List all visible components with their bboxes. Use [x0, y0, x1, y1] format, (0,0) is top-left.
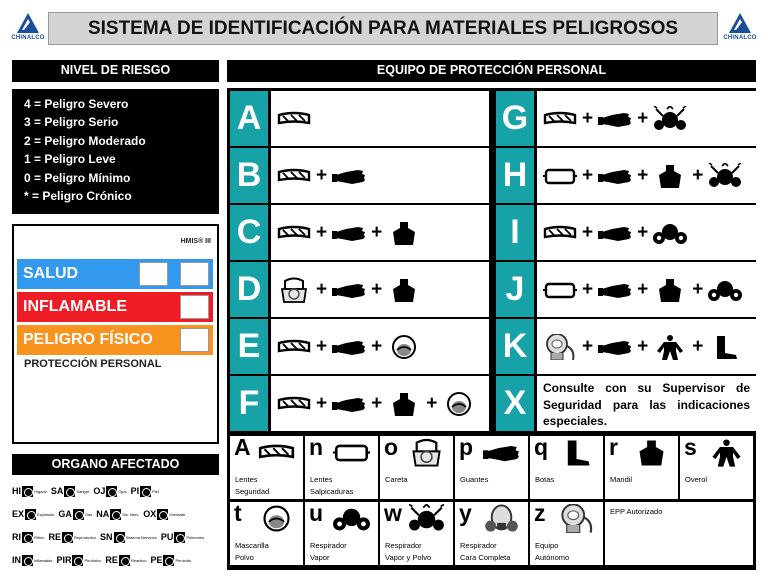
legend-label	[535, 474, 554, 486]
plus-sign: +	[637, 221, 649, 243]
organ-item	[105, 555, 146, 566]
hmis-flammable-row	[17, 292, 213, 322]
plus-sign: +	[582, 107, 594, 129]
goggles-icon	[277, 106, 311, 132]
glove-icon	[598, 163, 632, 189]
splash-goggles-icon	[543, 163, 577, 189]
legend-label	[310, 540, 347, 564]
organ-desc: Pirofórico	[84, 557, 102, 563]
organ-row	[12, 480, 219, 502]
organ-desc: Sangre	[76, 488, 90, 494]
glove-icon	[598, 106, 632, 132]
ppe-code-letter: H	[496, 148, 534, 203]
hmis-physical-label: PELIGRO FÍSICO	[23, 331, 153, 348]
oxidizer-icon	[157, 509, 168, 520]
organ-desc: Peróxido	[175, 557, 192, 563]
organ-code: PE	[150, 555, 163, 565]
hmis-physical-row	[17, 325, 213, 355]
organ-code: EX	[12, 509, 25, 519]
organ-code: OX	[143, 509, 157, 519]
risk-level-item: 4 = Peligro Severo	[24, 97, 129, 111]
nervous-system-icon	[114, 532, 125, 543]
legend-label-line: Cara Completa	[460, 553, 511, 562]
ppe-code-letter: C	[230, 205, 268, 260]
legend-label	[385, 474, 408, 486]
risk-level-item: 2 = Peligro Moderado	[24, 133, 146, 148]
vapor-respirator-icon	[333, 504, 370, 538]
apron-icon	[387, 277, 421, 303]
reproductive-icon	[62, 532, 73, 543]
organ-code: OJ	[93, 486, 106, 496]
flame-icon	[22, 555, 33, 566]
legend-label-line: EPP Autorizado	[610, 507, 663, 516]
reactive-icon	[119, 555, 130, 566]
logo-mark-icon	[16, 12, 40, 34]
ppe-code-cell-c	[271, 205, 489, 260]
full-suit-icon	[653, 334, 687, 360]
organ-item	[56, 555, 101, 566]
organ-code: PI	[130, 486, 140, 496]
legend-label	[460, 474, 488, 486]
ppe-code-cell-a	[271, 91, 489, 146]
risk-level-item: 0 = Peligro Mínimo	[24, 170, 131, 185]
organ-row	[12, 503, 219, 525]
organ-code: NA	[96, 509, 110, 519]
ppe-code-cell-x	[537, 376, 756, 431]
legend-item-z	[530, 502, 603, 565]
organ-item	[48, 532, 96, 543]
plus-sign: +	[637, 278, 649, 300]
plus-sign: +	[371, 221, 383, 243]
air-hood-icon	[543, 334, 577, 360]
apron-icon	[387, 220, 421, 246]
hmis-flammable-value-box	[180, 295, 209, 319]
company-logo-right	[722, 12, 758, 46]
legend-label-line: Mascarilla	[235, 541, 269, 550]
legend-item-o	[380, 436, 453, 499]
ppe-code-cell-j	[537, 262, 756, 317]
organ-desc: Sis. Nerv.	[122, 511, 140, 517]
ppe-code-grid	[227, 88, 756, 434]
legend-label	[535, 540, 569, 564]
organ-desc: Oxidante	[169, 511, 186, 517]
organ-item	[143, 509, 185, 520]
goggles-icon	[543, 220, 577, 246]
logo-text: CHINALCO	[11, 35, 45, 41]
legend-label	[610, 506, 662, 518]
plus-sign: +	[371, 335, 383, 357]
plus-sign: +	[637, 164, 649, 186]
plus-sign: +	[582, 335, 594, 357]
apron-icon	[653, 277, 687, 303]
pyrophoric-icon	[72, 555, 83, 566]
legend-label-line: Mandil	[610, 475, 633, 484]
organ-code: RI	[12, 532, 21, 542]
ppe-code-letter: J	[496, 262, 534, 317]
glove-icon	[598, 220, 632, 246]
organ-item	[58, 509, 92, 520]
legend-letter: z	[534, 502, 546, 526]
apron-icon	[633, 438, 670, 472]
dust-mask-icon	[387, 334, 421, 360]
organ-heading: ORGANO AFECTADO	[12, 454, 219, 475]
boots-icon	[558, 438, 595, 472]
peroxide-icon	[163, 555, 174, 566]
legend-letter: u	[309, 502, 324, 526]
plus-sign: +	[371, 392, 383, 414]
organ-item	[12, 509, 54, 520]
organ-desc: Inflamable	[34, 557, 53, 563]
organ-list	[12, 476, 219, 572]
eye-icon	[106, 486, 117, 497]
ppe-code-letter: B	[230, 148, 268, 203]
organ-desc: Piel	[152, 488, 159, 494]
glove-icon	[332, 163, 366, 189]
ppe-code-cell-k	[537, 319, 756, 374]
legend-item-q	[530, 436, 603, 499]
organ-item	[93, 486, 126, 497]
dust-mask-icon	[442, 391, 476, 417]
plus-sign: +	[637, 335, 649, 357]
dust-respirator-icon	[408, 504, 445, 538]
organ-code: RE	[48, 532, 61, 542]
ppe-code-cell-b	[271, 148, 489, 203]
legend-letter: w	[384, 502, 402, 526]
organ-desc: Ojos	[118, 488, 127, 494]
legend-letter: r	[609, 436, 618, 460]
ppe-code-cell-f	[271, 376, 489, 431]
legend-label-line: Seguridad	[235, 487, 270, 496]
glove-icon	[598, 277, 632, 303]
organ-desc: Riñón	[34, 534, 45, 540]
ppe-legend	[227, 434, 756, 570]
legend-label-line: Vapor y Polvo	[385, 553, 432, 562]
page-title: SISTEMA DE IDENTIFICACIÓN PARA MATERIALES PELIGROSOS	[48, 12, 718, 45]
lungs-icon	[174, 532, 185, 543]
hmis-health-chronic-box	[139, 262, 168, 286]
goggles-icon	[258, 438, 295, 472]
legend-letter: s	[684, 436, 697, 460]
logo-text: CHINALCO	[723, 35, 757, 41]
goggles-icon	[277, 334, 311, 360]
ppe-code-letter: X	[496, 376, 534, 431]
risk-level-item: 3 = Peligro Serio	[24, 115, 119, 130]
goggles-icon	[277, 220, 311, 246]
goggles-icon	[277, 163, 311, 189]
legend-label-line: Botas	[535, 475, 555, 484]
legend-label-line: Respirador	[310, 541, 347, 550]
company-logo-left	[10, 12, 46, 46]
ppe-heading: EQUIPO DE PROTECCIÓN PERSONAL	[227, 60, 756, 82]
organ-code: PIR	[56, 555, 72, 565]
plus-sign: +	[692, 278, 704, 300]
plus-sign: +	[582, 221, 594, 243]
apron-icon	[653, 163, 687, 189]
splash-goggles-icon	[333, 438, 370, 472]
ppe-code-letter: D	[230, 262, 268, 317]
hmis-health-label: SALUD	[23, 265, 79, 282]
gas-icon	[73, 509, 84, 520]
organ-item	[51, 486, 89, 497]
legend-item-a	[230, 436, 303, 499]
organ-item	[12, 555, 52, 566]
organ-desc: Pulmones	[186, 534, 205, 540]
plus-sign: +	[692, 335, 704, 357]
risk-level-item: 1 = Peligro Leve	[24, 152, 116, 167]
organ-desc: Reproductor	[73, 534, 96, 540]
legend-item-r	[605, 436, 678, 499]
legend-label	[685, 474, 707, 486]
plus-sign: +	[637, 107, 649, 129]
plus-sign: +	[582, 164, 594, 186]
glove-icon	[483, 438, 520, 472]
legend-label	[610, 474, 632, 486]
legend-item-t	[230, 502, 303, 565]
boots-icon	[708, 334, 742, 360]
air-hood-icon	[558, 504, 595, 538]
hmis-health-value-box	[180, 262, 209, 286]
legend-letter: A	[234, 436, 251, 460]
legend-label	[310, 474, 353, 498]
ppe-code-letter: I	[496, 205, 534, 260]
plus-sign: +	[426, 392, 438, 414]
legend-item-p	[455, 436, 528, 499]
ppe-code-cell-h	[537, 148, 756, 203]
organ-item	[100, 532, 157, 543]
ppe-code-letter: A	[230, 91, 268, 146]
legend-item-w	[380, 502, 453, 565]
goggles-icon	[277, 391, 311, 417]
ppe-code-cell-i	[537, 205, 756, 260]
risk-level-heading: NIVEL DE RIESGO	[12, 60, 219, 82]
legend-item-s	[680, 436, 753, 499]
full-face-respirator-icon	[483, 504, 520, 538]
dust-mask-icon	[258, 504, 295, 538]
organ-desc: Gas	[84, 511, 93, 517]
logo-mark-icon	[728, 12, 752, 34]
legend-item-u	[305, 502, 378, 565]
plus-sign: +	[371, 278, 383, 300]
legend-letter: q	[534, 436, 549, 460]
organ-item	[131, 486, 159, 497]
glove-icon	[598, 334, 632, 360]
legend-item-n	[305, 436, 378, 499]
ppe-code-cell-e	[271, 319, 489, 374]
legend-label-line: Overol	[685, 475, 708, 484]
legend-label-line: Salpicaduras	[310, 487, 354, 496]
legend-letter: t	[234, 502, 242, 526]
nerve-icon	[110, 509, 121, 520]
legend-label-line: Lentes	[235, 475, 258, 484]
legend-label-line: Careta	[385, 475, 408, 484]
dust-respirator-icon	[708, 163, 742, 189]
hmis-ppe-label: PROTECCIÓN PERSONAL	[24, 358, 162, 370]
glove-icon	[332, 334, 366, 360]
hmis-health-row	[17, 259, 213, 289]
splash-goggles-icon	[543, 277, 577, 303]
risk-level-list	[12, 89, 219, 214]
legend-label-line: Respirador	[460, 541, 497, 550]
hmis-flammable-label: INFLAMABLE	[23, 298, 127, 315]
skin-icon	[140, 486, 151, 497]
organ-item	[161, 532, 204, 543]
legend-label-line: Vapor	[310, 553, 330, 562]
vapor-respirator-icon	[653, 220, 687, 246]
apron-icon	[387, 391, 421, 417]
organ-item	[150, 555, 191, 566]
legend-item-y	[455, 502, 528, 565]
plus-sign: +	[582, 278, 594, 300]
legend-label-line: Autónomo	[535, 553, 570, 562]
legend-label	[460, 540, 510, 564]
legend-label-line: Respirador	[385, 541, 422, 550]
plus-sign: +	[692, 164, 704, 186]
legend-label-line: Equipo	[535, 541, 559, 550]
ppe-code-letter: K	[496, 319, 534, 374]
organ-row	[12, 526, 219, 548]
ppe-code-letter: E	[230, 319, 268, 374]
kidney-icon	[22, 532, 33, 543]
ppe-code-letter: G	[496, 91, 534, 146]
organ-item	[12, 532, 44, 543]
legend-label	[235, 474, 269, 498]
ppe-code-cell-d	[271, 262, 489, 317]
plus-sign: +	[316, 164, 328, 186]
legend-letter: o	[384, 436, 399, 460]
plus-sign: +	[316, 392, 328, 414]
plus-sign: +	[316, 335, 328, 357]
organ-item	[96, 509, 139, 520]
risk-level-item: * = Peligro Crónico	[24, 188, 132, 203]
hmis-label	[12, 224, 219, 444]
legend-label-line: Polvo	[235, 553, 254, 562]
organ-item	[12, 486, 47, 497]
legend-label	[385, 540, 431, 564]
legend-label	[235, 540, 269, 564]
organ-code: SN	[99, 532, 113, 542]
plus-sign: +	[316, 278, 328, 300]
organ-row	[12, 549, 219, 571]
face-shield-icon	[277, 277, 311, 303]
ppe-special-instructions: Consulte con su Supervisor de Seguridad para las indicaciones especiales.	[543, 381, 750, 428]
vapor-respirator-icon	[708, 277, 742, 303]
legend-label-line: Lentes	[310, 475, 333, 484]
legend-letter: p	[459, 436, 474, 460]
face-shield-icon	[408, 438, 445, 472]
blood-icon	[64, 486, 75, 497]
goggles-icon	[543, 106, 577, 132]
organ-desc: Reactivo	[130, 557, 147, 563]
legend-letter: y	[459, 502, 472, 526]
liver-icon	[22, 486, 33, 497]
glove-icon	[332, 277, 366, 303]
legend-item-authorized	[605, 502, 753, 565]
glove-icon	[332, 220, 366, 246]
organ-code: SA	[50, 486, 64, 496]
ppe-code-cell-g	[537, 91, 756, 146]
ppe-code-letter: F	[230, 376, 268, 431]
full-suit-icon	[708, 438, 745, 472]
legend-label-line: Guantes	[460, 475, 489, 484]
hmis-physical-value-box	[180, 328, 209, 352]
glove-icon	[332, 391, 366, 417]
hmis-tag: HMIS® III	[180, 238, 211, 245]
organ-desc: Explosión	[37, 511, 55, 517]
organ-code: HI	[12, 486, 21, 496]
organ-code: RE	[105, 555, 118, 565]
organ-desc: Hígado	[34, 488, 47, 494]
organ-code: IN	[12, 555, 21, 565]
dust-respirator-icon	[653, 106, 687, 132]
legend-letter: n	[309, 436, 324, 460]
organ-desc: Sistema Nervioso	[125, 534, 157, 540]
explosion-icon	[25, 509, 36, 520]
plus-sign: +	[316, 221, 328, 243]
organ-code: PU	[160, 532, 174, 542]
organ-code: GA	[58, 509, 72, 519]
